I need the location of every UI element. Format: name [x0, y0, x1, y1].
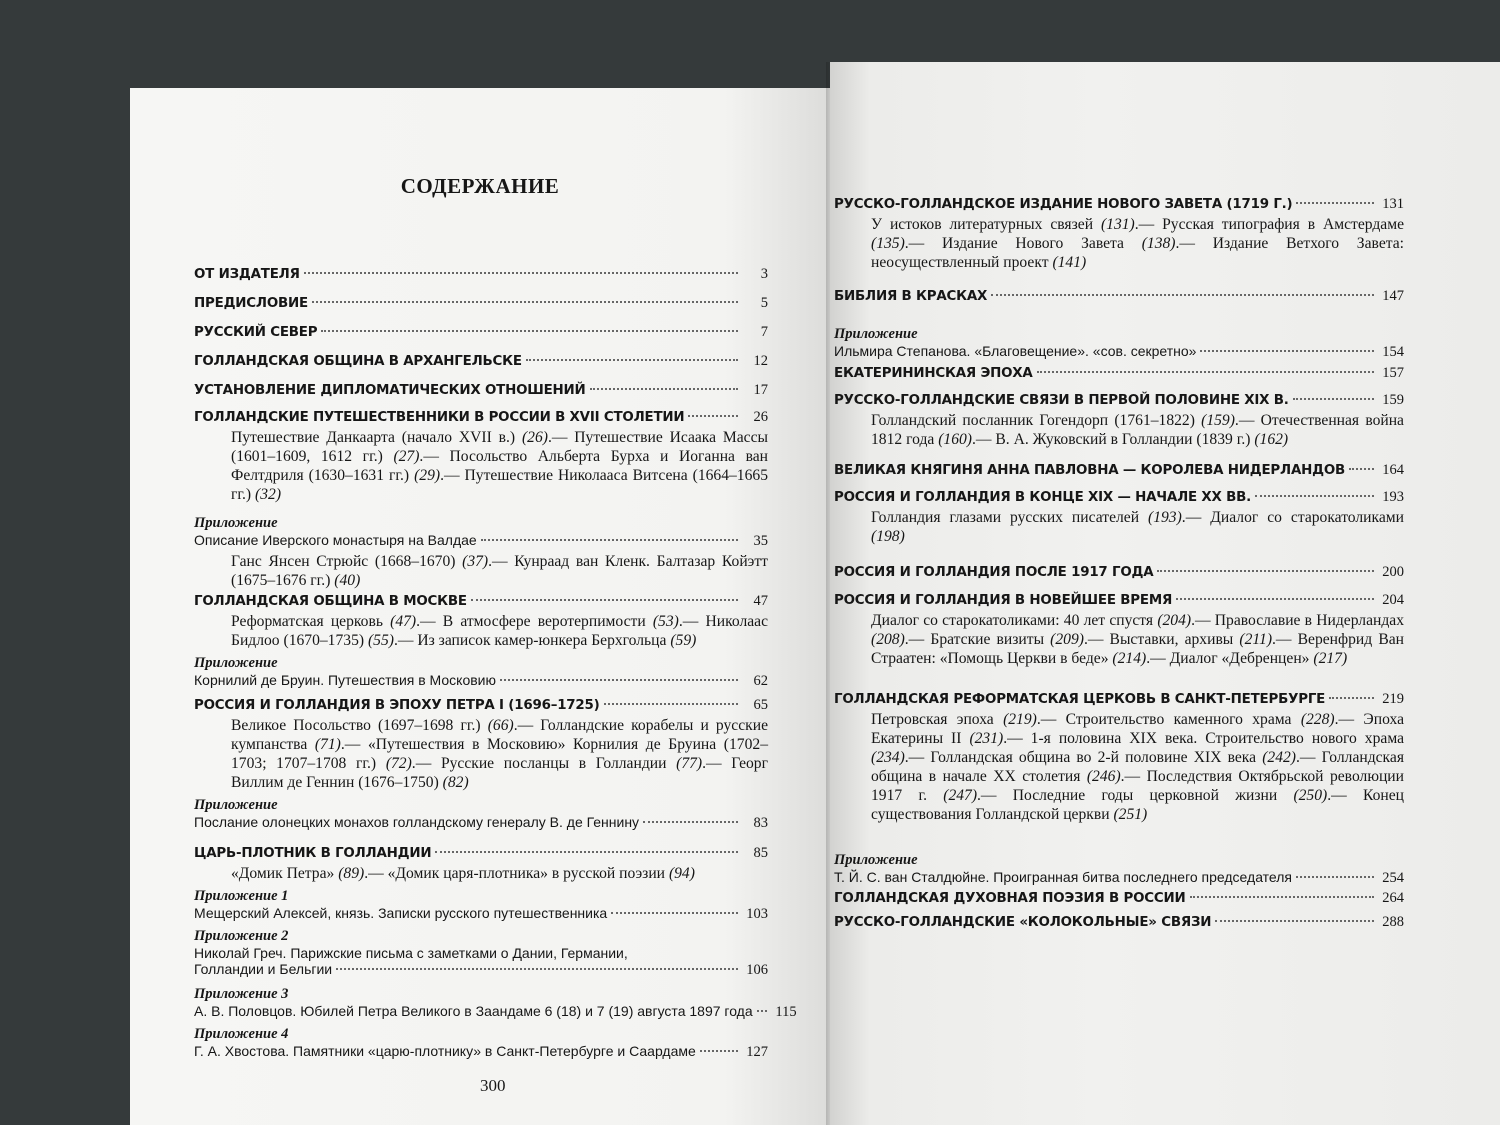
toc-page-number: 3 — [760, 266, 768, 282]
appendix-text: Послание олонецких монахов голландскому генералу В. де Геннину — [194, 814, 640, 830]
sub-topic: Великое Посольство (1697–1698 гг.) — [231, 717, 481, 734]
page-title: СОДЕРЖАНИЕ — [400, 174, 560, 198]
toc-heading-row — [194, 845, 768, 862]
sub-page-ref: (162) — [1254, 431, 1289, 448]
sub-page-ref: (53) — [652, 613, 679, 630]
toc-entry — [194, 409, 768, 504]
toc-page-number: 17 — [753, 382, 768, 398]
toc-page-number: 288 — [1382, 914, 1404, 930]
sub-topic: .— Георг Виллим де Геннин (1676–1750) — [231, 755, 768, 791]
appendix-text: Николай Греч. Парижские письма с заметками о Дании, Германии, — [194, 945, 628, 961]
sub-page-ref: (47) — [390, 613, 417, 630]
toc-heading: ГОЛЛАНДСКАЯ ОБЩИНА В МОСКВЕ — [194, 594, 467, 609]
sub-page-ref: (71) — [314, 736, 341, 753]
sub-page-ref: (198) — [871, 528, 905, 545]
leader-dots — [304, 272, 738, 274]
leader-dots — [312, 301, 738, 303]
appendix-label: Приложение — [194, 797, 278, 813]
toc-page-number: 115 — [775, 1004, 797, 1020]
sub-topic: У истоков литературных связей — [871, 216, 1094, 233]
sub-page-ref: (77) — [676, 755, 703, 772]
sub-topic: Путешествие Данкаарта (начало XVII в.) — [231, 429, 516, 446]
toc-entry — [194, 266, 768, 283]
toc-page-number: 83 — [753, 815, 768, 831]
sub-page-ref: (204) — [1157, 612, 1192, 629]
sub-topic: .— «Путешествия в Московию» Корнилия де Бруина (1702–1703; 1707–1708 гг.) — [231, 736, 768, 772]
leader-dots — [1157, 570, 1374, 572]
sub-page-ref: (66) — [487, 717, 514, 734]
leader-dots — [1255, 495, 1374, 497]
toc-heading-row — [834, 462, 1404, 479]
toc-entry — [194, 697, 768, 792]
sub-topic: .— Из записок камер-юнкера Берхгольца — [393, 632, 667, 649]
toc-subsections — [231, 552, 768, 590]
appendix-line — [194, 945, 768, 961]
sub-page-ref: (159) — [1201, 412, 1235, 429]
toc-entry — [834, 392, 1404, 449]
sub-page-ref: (40) — [334, 572, 361, 589]
toc-page-number: 193 — [1382, 489, 1404, 505]
toc-heading: ГОЛЛАНДСКАЯ РЕФОРМАТСКАЯ ЦЕРКОВЬ В САНКТ-ПЕТЕРБУРГЕ — [834, 692, 1326, 707]
toc-heading-row — [834, 592, 1404, 609]
sub-page-ref: (37) — [462, 553, 489, 570]
leader-dots — [688, 415, 738, 417]
toc-entry — [834, 196, 1404, 272]
sub-page-ref: (32) — [255, 486, 282, 503]
sub-topic: .— Выставки, архивы — [1083, 631, 1234, 648]
toc-heading: РОССИЯ И ГОЛЛАНДИЯ В КОНЦЕ XIX — НАЧАЛЕ XX ВВ. — [834, 490, 1252, 505]
toc-entry — [834, 592, 1404, 668]
toc-heading: РОССИЯ И ГОЛЛАНДИЯ В НОВЕЙШЕЕ ВРЕМЯ — [834, 593, 1173, 608]
toc-entry — [834, 489, 1404, 546]
sub-topic: .— Последние годы церковной жизни — [977, 787, 1278, 804]
toc-entry — [194, 295, 768, 312]
toc-heading: БИБЛИЯ В КРАСКАХ — [834, 289, 988, 304]
toc-heading-row — [834, 564, 1404, 581]
toc-entry — [834, 564, 1404, 581]
toc-page-number: 200 — [1382, 564, 1404, 580]
toc-entry — [194, 655, 768, 690]
leader-dots — [471, 599, 738, 601]
leader-dots — [1200, 350, 1374, 352]
sub-page-ref: (89) — [338, 865, 365, 882]
sub-page-ref: (231) — [969, 730, 1004, 747]
appendix-text: Г. А. Хвостова. Памятники «царю-плотнику» в Санкт-Петербурге и Саардаме — [194, 1043, 696, 1059]
leader-dots — [1349, 468, 1374, 470]
toc-page-number: 7 — [760, 324, 768, 340]
sub-topic: .— Путешествие Николааса Витсена (1664–1665 гг.) — [231, 467, 768, 503]
toc-heading-row — [834, 890, 1404, 907]
toc-heading: РУССКО-ГОЛЛАНДСКИЕ СВЯЗИ В ПЕРВОЙ ПОЛОВИНЕ XIX В. — [834, 393, 1289, 408]
sub-page-ref: (219) — [1003, 711, 1037, 728]
toc-page-number: 219 — [1382, 691, 1404, 707]
toc-heading: ЕКАТЕРИНИНСКАЯ ЭПОХА — [834, 366, 1033, 381]
leader-dots — [1296, 202, 1374, 204]
toc-page-number: 204 — [1382, 592, 1404, 608]
appendix-text: Голландии и Бельгии — [194, 961, 333, 977]
toc-page-number: 103 — [746, 906, 768, 922]
sub-topic: .— Кунраад ван Кленк. Балтазар Койэтт (1675–1676 гг.) — [231, 553, 768, 589]
sub-topic: .— 1-я половина XIX века. Строительство нового храма — [1003, 730, 1404, 747]
sub-page-ref: (247) — [943, 787, 978, 804]
sub-page-ref: (208) — [871, 631, 905, 648]
toc-entry — [194, 928, 768, 979]
sub-topic: Голландский посланник Гогендорп (1761–1822) — [871, 412, 1195, 429]
sub-topic: .— Конец существования Голландской церкви — [871, 787, 1404, 823]
toc-heading-row — [834, 288, 1404, 305]
toc-heading: РУССКО-ГОЛЛАНДСКИЕ «КОЛОКОЛЬНЫЕ» СВЯЗИ — [834, 915, 1212, 930]
sub-topic: Ганс Янсен Стрюйс (1668–1670) — [231, 553, 456, 570]
appendix-label: Приложение — [194, 515, 278, 531]
toc-entry — [194, 797, 768, 832]
toc-page-number: 62 — [753, 673, 768, 689]
toc-page-number: 264 — [1382, 890, 1404, 906]
toc-page-number: 157 — [1382, 365, 1404, 381]
sub-topic: «Домик Петра» — [231, 865, 335, 882]
leader-dots — [643, 821, 738, 823]
sub-page-ref: (72) — [385, 755, 412, 772]
toc-page-number: 35 — [753, 533, 768, 549]
toc-heading: ВЕЛИКАЯ КНЯГИНЯ АННА ПАВЛОВНА — КОРОЛЕВА НИДЕРЛАНДОВ — [834, 463, 1346, 478]
sub-page-ref: (209) — [1050, 631, 1084, 648]
appendix-text: Мещерский Алексей, князь. Записки русского путешественника — [194, 905, 608, 921]
toc-heading-row — [194, 266, 768, 283]
appendix-label: Приложение 4 — [194, 1026, 289, 1042]
leader-dots — [700, 1050, 738, 1052]
sub-page-ref: (26) — [521, 429, 548, 446]
appendix-line — [834, 343, 1404, 361]
toc-subsections — [231, 864, 768, 883]
toc-heading-row — [194, 382, 768, 399]
sub-topic: .— Издание Нового Завета — [904, 235, 1124, 252]
toc-page-number: 26 — [753, 409, 768, 425]
toc-entry — [834, 691, 1404, 824]
sub-topic: .— Русская типография в Амстердаме — [1134, 216, 1404, 233]
appendix-line — [194, 532, 768, 550]
toc-page-number: 5 — [760, 295, 768, 311]
toc-heading-row — [834, 489, 1404, 506]
toc-entry — [194, 382, 768, 399]
sub-page-ref: (131) — [1100, 216, 1135, 233]
toc-heading-row — [194, 295, 768, 312]
appendix-line — [194, 1003, 797, 1021]
sub-topic: Голландия глазами русских писателей — [871, 509, 1140, 526]
toc-subsections — [871, 611, 1404, 668]
toc-entry — [194, 593, 768, 650]
toc-entry — [194, 324, 768, 341]
toc-entry — [194, 515, 768, 590]
toc-heading: ПРЕДИСЛОВИЕ — [194, 296, 308, 311]
sub-topic: Реформатская церковь — [231, 613, 383, 630]
sub-topic: .— Веренфрид Ван Страатен: «Помощь Церкви в беде» — [871, 631, 1404, 667]
toc-heading: ГОЛЛАНДСКАЯ ДУХОВНАЯ ПОЭЗИЯ В РОССИИ — [834, 891, 1186, 906]
leader-dots — [336, 968, 738, 970]
sub-topic: .— Православие в Нидерландах — [1191, 612, 1404, 629]
leader-dots — [1329, 697, 1374, 699]
leader-dots — [481, 539, 738, 541]
sub-page-ref: (214) — [1112, 650, 1147, 667]
sub-page-ref: (250) — [1293, 787, 1328, 804]
toc-entry — [834, 852, 1404, 887]
sub-topic: .— В. А. Жуковский в Голландии (1839 г.) — [971, 431, 1251, 448]
sub-topic: .— Голландская община в начале XX столетия — [871, 749, 1404, 785]
leader-dots — [1190, 896, 1374, 898]
sub-topic: .— Отечественная война 1812 года — [871, 412, 1404, 448]
toc-subsections — [871, 411, 1404, 449]
appendix-label: Приложение 1 — [194, 888, 289, 904]
toc-entry — [834, 462, 1404, 479]
toc-heading: РУССКО-ГОЛЛАНДСКОЕ ИЗДАНИЕ НОВОГО ЗАВЕТА (1719 Г.) — [834, 197, 1293, 212]
appendix-line — [834, 869, 1404, 887]
sub-page-ref: (59) — [670, 632, 697, 649]
sub-topic: .— Путешествие Исаака Массы (1601–1609, 1612 гг.) — [231, 429, 768, 465]
appendix-text: Корнилий де Бруин. Путешествия в Московию — [194, 672, 496, 688]
sub-page-ref: (211) — [1239, 631, 1273, 648]
toc-heading: ЦАРЬ-ПЛОТНИК В ГОЛЛАНДИИ — [194, 846, 432, 861]
leader-dots — [500, 679, 738, 681]
toc-heading-row — [194, 324, 768, 341]
toc-heading-row — [194, 697, 768, 714]
leader-dots — [1293, 398, 1374, 400]
toc-page-number: 106 — [746, 962, 768, 978]
sub-topic: .— Диалог со старокатоликами — [1181, 509, 1404, 526]
toc-entry — [194, 1026, 768, 1061]
leader-dots — [435, 851, 738, 853]
sub-topic: .— Последствия Октябрьской революции 1917 г. — [871, 768, 1405, 804]
sub-topic: Петровская эпоха — [871, 711, 994, 728]
appendix-label: Приложение 3 — [194, 986, 289, 1002]
toc-entry — [194, 888, 768, 923]
sub-topic: .— «Домик царя-плотника» в русской поэзии — [364, 865, 666, 882]
toc-heading: ГОЛЛАНДСКАЯ ОБЩИНА В АРХАНГЕЛЬСКЕ — [194, 354, 522, 369]
sub-page-ref: (160) — [938, 431, 972, 448]
sub-page-ref: (27) — [393, 448, 420, 465]
appendix-line — [194, 672, 768, 690]
sub-page-ref: (242) — [1262, 749, 1296, 766]
toc-heading-row — [834, 392, 1404, 409]
toc-heading-row — [834, 365, 1404, 382]
sub-page-ref: (228) — [1300, 711, 1335, 728]
toc-entry — [834, 326, 1404, 361]
leader-dots — [1215, 920, 1374, 922]
toc-subsections — [231, 612, 768, 650]
appendix-text: Описание Иверского монастыря на Валдае — [194, 532, 477, 548]
sub-topic: .— В атмосфере веротерпимости — [416, 613, 646, 630]
toc-subsections — [231, 716, 768, 792]
toc-entry — [194, 986, 797, 1021]
sub-page-ref: (138) — [1141, 235, 1176, 252]
toc-heading: РУССКИЙ СЕВЕР — [194, 325, 318, 340]
toc-entry — [834, 890, 1404, 907]
leader-dots — [991, 294, 1374, 296]
toc-entry — [834, 288, 1404, 305]
sub-page-ref: (251) — [1113, 806, 1148, 823]
toc-page-number: 154 — [1382, 344, 1404, 360]
sub-topic: .— Братские визиты — [904, 631, 1045, 648]
leader-dots — [321, 330, 738, 332]
appendix-text: А. В. Половцов. Юбилей Петра Великого в Заандаме 6 (18) и 7 (19) августа 1897 года — [194, 1003, 753, 1019]
sub-topic: Диалог со старокатоликами: 40 лет спустя — [871, 612, 1154, 629]
toc-page-number: 85 — [753, 845, 768, 861]
toc-heading-row — [194, 593, 768, 610]
toc-entry — [834, 365, 1404, 382]
toc-subsections — [231, 428, 768, 504]
sub-topic: .— Издание Ветхого Завета: неосуществленный проект — [871, 235, 1404, 271]
toc-heading: УСТАНОВЛЕНИЕ ДИПЛОМАТИЧЕСКИХ ОТНОШЕНИЙ — [194, 383, 586, 398]
sub-page-ref: (82) — [442, 774, 469, 791]
toc-page-number: 164 — [1382, 462, 1404, 478]
appendix-line — [194, 905, 768, 923]
appendix-line — [194, 961, 768, 979]
sub-page-ref: (135) — [871, 235, 905, 252]
toc-page-number: 131 — [1382, 196, 1404, 212]
left-page — [130, 88, 830, 1125]
appendix-label: Приложение — [194, 655, 278, 671]
sub-topic: .— Голландские корабелы и русские кумпанства — [231, 717, 768, 753]
appendix-label: Приложение — [834, 326, 918, 342]
toc-page-number: 254 — [1382, 870, 1404, 886]
sub-topic: .— Строительство каменного храма — [1036, 711, 1292, 728]
sub-page-ref: (94) — [668, 865, 695, 882]
sub-topic: .— Посольство Альберта Бурха и Иоганна ван Фелтдриля (1630–1631 гг.) — [231, 448, 768, 484]
toc-subsections — [871, 215, 1404, 272]
appendix-line — [194, 1043, 768, 1061]
leader-dots — [1176, 598, 1374, 600]
sub-topic: .— Диалог «Дебренцен» — [1146, 650, 1310, 667]
sub-topic: .— Эпоха Екатерины II — [871, 711, 1404, 747]
leader-dots — [604, 703, 738, 705]
toc-subsections — [871, 508, 1404, 546]
toc-heading-row — [834, 196, 1404, 213]
sub-page-ref: (234) — [871, 749, 905, 766]
leader-dots — [1037, 371, 1374, 373]
toc-heading-row — [194, 409, 768, 426]
toc-subsections — [871, 710, 1404, 824]
leader-dots — [757, 1010, 767, 1012]
appendix-label: Приложение — [834, 852, 918, 868]
sub-page-ref: (246) — [1086, 768, 1121, 785]
sub-topic: .— Голландская община во 2-й половине XIX века — [904, 749, 1257, 766]
toc-page-number: 12 — [753, 353, 768, 369]
leader-dots — [1296, 876, 1374, 878]
toc-heading-row — [194, 353, 768, 370]
sub-page-ref: (141) — [1052, 254, 1087, 271]
toc-heading-row — [834, 691, 1404, 708]
toc-heading: РОССИЯ И ГОЛЛАНДИЯ ПОСЛЕ 1917 ГОДА — [834, 565, 1154, 580]
toc-entry — [194, 845, 768, 883]
right-page — [830, 62, 1500, 1125]
appendix-label: Приложение 2 — [194, 928, 289, 944]
appendix-text: Ильмира Степанова. «Благовещение». «сов. секретно» — [834, 343, 1197, 359]
toc-page-number: 47 — [753, 593, 768, 609]
leader-dots — [526, 359, 738, 361]
toc-page-number: 159 — [1382, 392, 1404, 408]
appendix-line — [194, 814, 768, 832]
toc-entry — [194, 353, 768, 370]
toc-heading: РОССИЯ И ГОЛЛАНДИЯ В ЭПОХУ ПЕТРА I (1696–1725) — [194, 698, 600, 713]
toc-heading: ГОЛЛАНДСКИЕ ПУТЕШЕСТВЕННИКИ В РОССИИ В XVII СТОЛЕТИИ — [194, 410, 685, 425]
sub-page-ref: (217) — [1313, 650, 1348, 667]
leader-dots — [611, 912, 738, 914]
sub-page-ref: (193) — [1148, 509, 1182, 526]
sub-page-ref: (29) — [414, 467, 441, 484]
toc-page-number: 127 — [746, 1044, 768, 1060]
toc-page-number: 147 — [1382, 288, 1404, 304]
toc-heading: ОТ ИЗДАТЕЛЯ — [194, 267, 300, 282]
page-number: 300 — [480, 1076, 506, 1095]
toc-entry — [834, 914, 1404, 931]
leader-dots — [590, 388, 738, 390]
appendix-text: Т. Й. С. ван Сталдюйне. Проигранная битва последнего председателя — [834, 869, 1293, 885]
toc-page-number: 65 — [753, 697, 768, 713]
toc-heading-row — [834, 914, 1404, 931]
sub-page-ref: (55) — [367, 632, 394, 649]
sub-topic: .— Русские посланцы в Голландии — [411, 755, 667, 772]
sub-topic: .— Николаас Бидлоо (1670–1735) — [231, 613, 769, 649]
